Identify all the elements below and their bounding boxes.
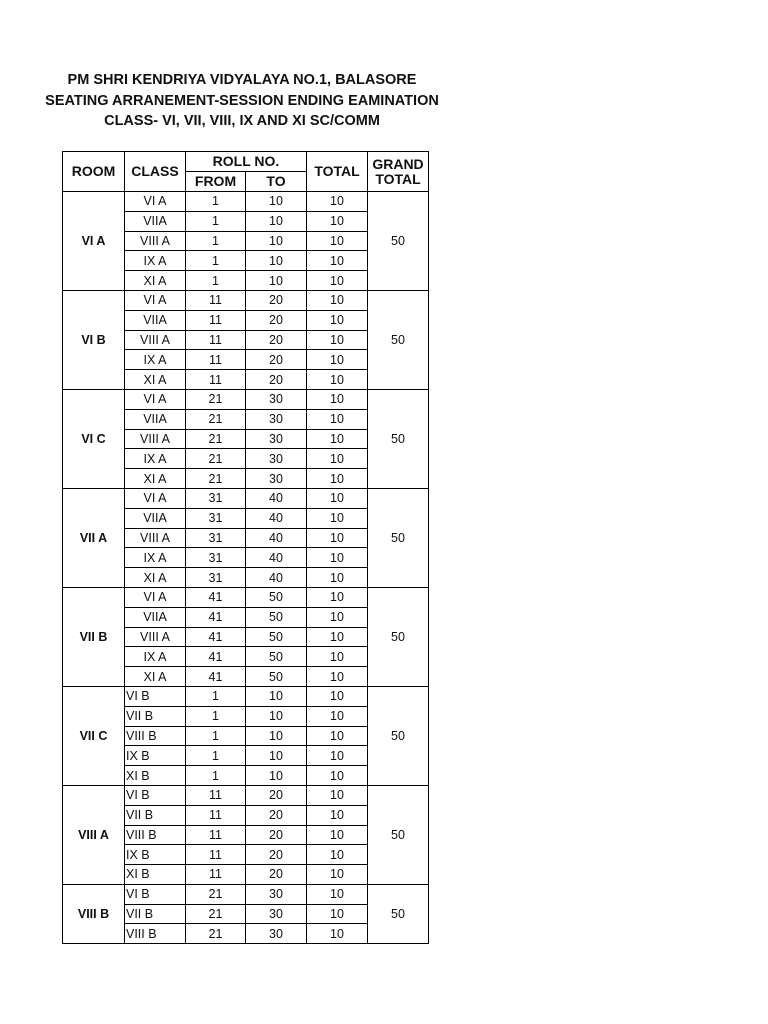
total-cell: 10 [307, 389, 368, 409]
room-cell: VII A [63, 488, 125, 587]
total-cell: 10 [307, 350, 368, 370]
room-cell: VII C [63, 686, 125, 785]
from-cell: 1 [186, 211, 246, 231]
total-cell: 10 [307, 271, 368, 291]
from-cell: 1 [186, 766, 246, 786]
total-cell: 10 [307, 884, 368, 904]
to-cell: 50 [246, 587, 307, 607]
table-row [63, 884, 429, 904]
from-cell: 21 [186, 429, 246, 449]
class-cell: VIII B [125, 825, 186, 845]
class-cell: VIIA [125, 211, 186, 231]
from-cell: 11 [186, 865, 246, 885]
to-cell: 10 [246, 271, 307, 291]
class-cell: VIII B [125, 726, 186, 746]
from-cell: 21 [186, 409, 246, 429]
table-row [63, 389, 429, 409]
from-cell: 31 [186, 528, 246, 548]
total-cell: 10 [307, 686, 368, 706]
total-cell: 10 [307, 746, 368, 766]
to-cell: 20 [246, 845, 307, 865]
table-row [63, 686, 429, 706]
class-cell: XI A [125, 370, 186, 390]
class-cell: VIIA [125, 409, 186, 429]
from-cell: 21 [186, 449, 246, 469]
from-cell: 1 [186, 706, 246, 726]
from-cell: 21 [186, 389, 246, 409]
total-cell: 10 [307, 310, 368, 330]
from-cell: 11 [186, 310, 246, 330]
total-cell: 10 [307, 726, 368, 746]
from-cell: 1 [186, 231, 246, 251]
class-cell: XI A [125, 667, 186, 687]
title-classes: CLASS- VI, VII, VIII, IX AND XI SC/COMM [104, 113, 380, 129]
total-cell: 10 [307, 706, 368, 726]
class-cell: VI A [125, 587, 186, 607]
to-cell: 30 [246, 409, 307, 429]
from-cell: 31 [186, 488, 246, 508]
class-cell: VI B [125, 785, 186, 805]
total-cell: 10 [307, 508, 368, 528]
from-cell: 1 [186, 271, 246, 291]
total-cell: 10 [307, 865, 368, 885]
class-cell: VIII A [125, 528, 186, 548]
class-cell: VIIA [125, 310, 186, 330]
class-cell: XI B [125, 766, 186, 786]
class-cell: VI A [125, 488, 186, 508]
from-cell: 21 [186, 469, 246, 489]
class-cell: IX B [125, 845, 186, 865]
to-cell: 40 [246, 568, 307, 588]
total-cell: 10 [307, 251, 368, 271]
to-cell: 10 [246, 192, 307, 212]
grand-total-cell: 50 [368, 488, 429, 587]
total-cell: 10 [307, 192, 368, 212]
to-cell: 20 [246, 785, 307, 805]
header-total: TOTAL [307, 152, 368, 192]
to-cell: 20 [246, 350, 307, 370]
total-cell: 10 [307, 290, 368, 310]
total-cell: 10 [307, 667, 368, 687]
header-grand-line2: TOTAL [375, 170, 421, 187]
from-cell: 11 [186, 370, 246, 390]
from-cell: 41 [186, 667, 246, 687]
grand-total-cell: 50 [368, 587, 429, 686]
class-cell: XI A [125, 568, 186, 588]
class-cell: IX A [125, 647, 186, 667]
to-cell: 40 [246, 508, 307, 528]
from-cell: 1 [186, 192, 246, 212]
total-cell: 10 [307, 904, 368, 924]
class-cell: VI B [125, 884, 186, 904]
to-cell: 10 [246, 726, 307, 746]
from-cell: 41 [186, 607, 246, 627]
header-from: FROM [186, 172, 246, 192]
from-cell: 31 [186, 548, 246, 568]
header-grand-line1: GRAND [372, 155, 424, 172]
total-cell: 10 [307, 785, 368, 805]
to-cell: 10 [246, 686, 307, 706]
to-cell: 10 [246, 231, 307, 251]
to-cell: 30 [246, 429, 307, 449]
room-cell: VII B [63, 587, 125, 686]
room-cell: VIII A [63, 785, 125, 884]
class-cell: IX B [125, 746, 186, 766]
grand-total-cell: 50 [368, 290, 429, 389]
grand-total-cell: 50 [368, 389, 429, 488]
from-cell: 11 [186, 845, 246, 865]
title-school: PM SHRI KENDRIYA VIDYALAYA NO.1, BALASORE [67, 72, 417, 88]
class-cell: VI B [125, 686, 186, 706]
total-cell: 10 [307, 211, 368, 231]
class-cell: IX A [125, 548, 186, 568]
document-title [0, 70, 484, 132]
room-cell: VI A [63, 192, 125, 291]
to-cell: 20 [246, 825, 307, 845]
from-cell: 21 [186, 924, 246, 944]
total-cell: 10 [307, 528, 368, 548]
total-cell: 10 [307, 766, 368, 786]
class-cell: IX A [125, 449, 186, 469]
from-cell: 11 [186, 330, 246, 350]
to-cell: 10 [246, 211, 307, 231]
room-cell: VIII B [63, 884, 125, 943]
total-cell: 10 [307, 469, 368, 489]
to-cell: 40 [246, 528, 307, 548]
class-cell: VII B [125, 904, 186, 924]
to-cell: 40 [246, 488, 307, 508]
total-cell: 10 [307, 845, 368, 865]
grand-total-cell: 50 [368, 785, 429, 884]
to-cell: 50 [246, 627, 307, 647]
total-cell: 10 [307, 924, 368, 944]
class-cell: VI A [125, 290, 186, 310]
total-cell: 10 [307, 370, 368, 390]
total-cell: 10 [307, 231, 368, 251]
to-cell: 10 [246, 706, 307, 726]
table-row [63, 290, 429, 310]
table-body [63, 192, 429, 944]
class-cell: VIII A [125, 627, 186, 647]
from-cell: 11 [186, 290, 246, 310]
total-cell: 10 [307, 449, 368, 469]
to-cell: 10 [246, 766, 307, 786]
table-row [63, 192, 429, 212]
total-cell: 10 [307, 409, 368, 429]
table-row [63, 785, 429, 805]
to-cell: 10 [246, 746, 307, 766]
to-cell: 20 [246, 370, 307, 390]
total-cell: 10 [307, 488, 368, 508]
total-cell: 10 [307, 587, 368, 607]
class-cell: VIII A [125, 330, 186, 350]
total-cell: 10 [307, 647, 368, 667]
to-cell: 20 [246, 310, 307, 330]
to-cell: 20 [246, 290, 307, 310]
total-cell: 10 [307, 607, 368, 627]
from-cell: 31 [186, 568, 246, 588]
from-cell: 1 [186, 251, 246, 271]
total-cell: 10 [307, 805, 368, 825]
from-cell: 11 [186, 350, 246, 370]
total-cell: 10 [307, 627, 368, 647]
table-row [63, 587, 429, 607]
from-cell: 21 [186, 904, 246, 924]
from-cell: 41 [186, 647, 246, 667]
to-cell: 40 [246, 548, 307, 568]
total-cell: 10 [307, 548, 368, 568]
total-cell: 10 [307, 330, 368, 350]
to-cell: 30 [246, 924, 307, 944]
grand-total-cell: 50 [368, 884, 429, 943]
total-cell: 10 [307, 568, 368, 588]
class-cell: VII B [125, 706, 186, 726]
grand-total-cell: 50 [368, 192, 429, 291]
to-cell: 50 [246, 607, 307, 627]
class-cell: VIII A [125, 231, 186, 251]
title-exam: SEATING ARRANEMENT-SESSION ENDING EAMINATION [45, 92, 439, 109]
class-cell: VII B [125, 805, 186, 825]
room-cell: VI C [63, 389, 125, 488]
from-cell: 1 [186, 726, 246, 746]
from-cell: 1 [186, 746, 246, 766]
grand-total-cell: 50 [368, 686, 429, 785]
to-cell: 20 [246, 865, 307, 885]
total-cell: 10 [307, 429, 368, 449]
header-room: ROOM [63, 152, 125, 192]
to-cell: 30 [246, 884, 307, 904]
class-cell: VIIA [125, 508, 186, 528]
class-cell: IX A [125, 350, 186, 370]
from-cell: 11 [186, 825, 246, 845]
header-grand-total [368, 152, 429, 192]
class-cell: VIIA [125, 607, 186, 627]
class-cell: IX A [125, 251, 186, 271]
to-cell: 30 [246, 389, 307, 409]
header-roll-no: ROLL NO. [186, 152, 307, 172]
class-cell: VIII A [125, 429, 186, 449]
header-to: TO [246, 172, 307, 192]
from-cell: 11 [186, 805, 246, 825]
to-cell: 50 [246, 667, 307, 687]
to-cell: 30 [246, 469, 307, 489]
to-cell: 20 [246, 330, 307, 350]
from-cell: 11 [186, 785, 246, 805]
to-cell: 50 [246, 647, 307, 667]
class-cell: XI A [125, 469, 186, 489]
table-row [63, 488, 429, 508]
from-cell: 41 [186, 587, 246, 607]
class-cell: XI A [125, 271, 186, 291]
class-cell: VIII B [125, 924, 186, 944]
seating-table [62, 151, 429, 944]
from-cell: 21 [186, 884, 246, 904]
to-cell: 30 [246, 904, 307, 924]
from-cell: 41 [186, 627, 246, 647]
table-header [63, 152, 429, 192]
class-cell: VI A [125, 389, 186, 409]
to-cell: 10 [246, 251, 307, 271]
class-cell: XI B [125, 865, 186, 885]
total-cell: 10 [307, 825, 368, 845]
class-cell: VI A [125, 192, 186, 212]
to-cell: 30 [246, 449, 307, 469]
from-cell: 31 [186, 508, 246, 528]
room-cell: VI B [63, 290, 125, 389]
header-class: CLASS [125, 152, 186, 192]
from-cell: 1 [186, 686, 246, 706]
to-cell: 20 [246, 805, 307, 825]
